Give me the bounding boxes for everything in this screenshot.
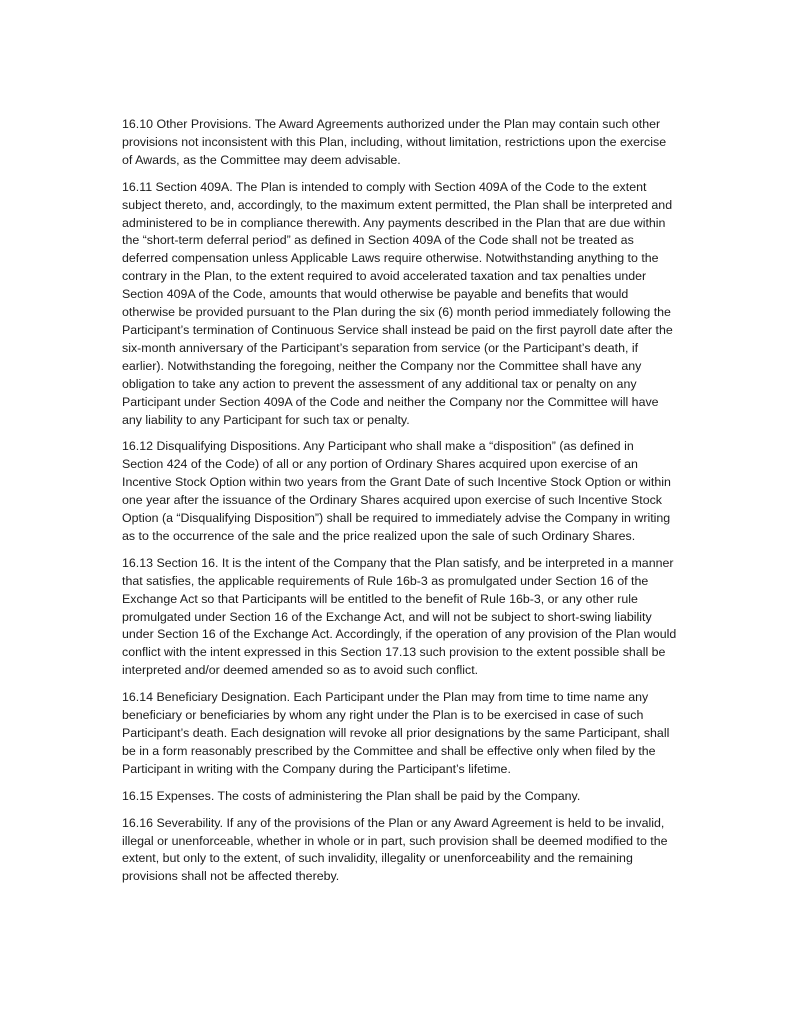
section-16-10-other-provisions: 16.10 Other Provisions. The Award Agreements authorized under the Plan may contain such other provisions not inconsistent with this Plan, including, without limitation, restrictions upon the exercise of Awards, as the Committee may deem advisable.	[122, 117, 667, 167]
section-16-13-section-16: 16.13 Section 16. It is the intent of the Company that the Plan satisfy, and be interpreted in a manner that satisfies, the applicable requirements of Rule 16b-3 as promulgated under Section 16 of the Exchange Act so that Participants will be entitled to the benefit of Rule 16b-3, or any other rule promulgated under Section 16 of the Exchange Act, and will not be subject to short-swing liability under Section 16 of the Exchange Act. Accordingly, if the operation of any provision of the Plan would conflict with the intent expressed in this Section 17.13 such provision to the extent possible shall be interpreted and/or deemed amended so as to avoid such conflict.	[122, 555, 677, 678]
section-16-12-disqualifying-dispositions: 16.12 Disqualifying Dispositions. Any Participant who shall make a “disposition” (as defined in Section 424 of the Code) of all or any portion of Ordinary Shares acquired upon exercise of an Incentive Stock Option within two years from the Grant Date of such Incentive Stock Option or within one year after the issuance of the Ordinary Shares acquired upon exercise of such Incentive Stock Option (a “Disqualifying Disposition”) shall be required to immediately advise the Company in writing as to the occurrence of the sale and the price realized upon the sale of such Ordinary Shares.	[122, 439, 671, 543]
section-16-11-section-409a: 16.11 Section 409A. The Plan is intended to comply with Section 409A of the Code to the extent subject thereto, and, accordingly, to the maximum extent permitted, the Plan shall be interpreted and administered to be in compliance therewith. Any payments described in the Plan that are due within the “short-term deferral period” as defined in Section 409A of the Code shall not be treated as deferred compensation unless Applicable Laws require otherwise. Notwithstanding anything to the contrary in the Plan, to the extent required to avoid accelerated taxation and tax penalties under Section 409A of the Code, amounts that would otherwise be payable and benefits that would otherwise be provided pursuant to the Plan during the six (6) month period immediately following the Participant’s termination of Continuous Service shall instead be paid on the first payroll date after the six-month anniversary of the Participant’s separation from service (or the Participant’s death, if earlier). Notwithstanding the foregoing, neither the Company nor the Committee shall have any obligation to take any action to prevent the assessment of any additional tax or penalty on any Participant under Section 409A of the Code and neither the Company nor the Committee will have any liability to any Participant for such tax or penalty.	[122, 179, 673, 427]
section-16-15-expenses: 16.15 Expenses. The costs of administering the Plan shall be paid by the Company.	[122, 788, 581, 803]
section-16-14-beneficiary-designation: 16.14 Beneficiary Designation. Each Participant under the Plan may from time to time name any beneficiary or beneficiaries by whom any right under the Plan is to be exercised in case of such Participant’s death. Each designation will revoke all prior designations by the same Participant, shall be in a form reasonably prescribed by the Committee and shall be effective only when filed by the Participant in writing with the Company during the Participant’s lifetime.	[122, 690, 670, 776]
document-body	[122, 116, 678, 886]
section-16-16-severability: 16.16 Severability. If any of the provisions of the Plan or any Award Agreement is held to be invalid, illegal or unenforceable, whether in whole or in part, such provision shall be deemed modified to the extent, but only to the extent, of such invalidity, illegality or unenforceability and the remaining provisions shall not be affected thereby.	[122, 815, 668, 884]
